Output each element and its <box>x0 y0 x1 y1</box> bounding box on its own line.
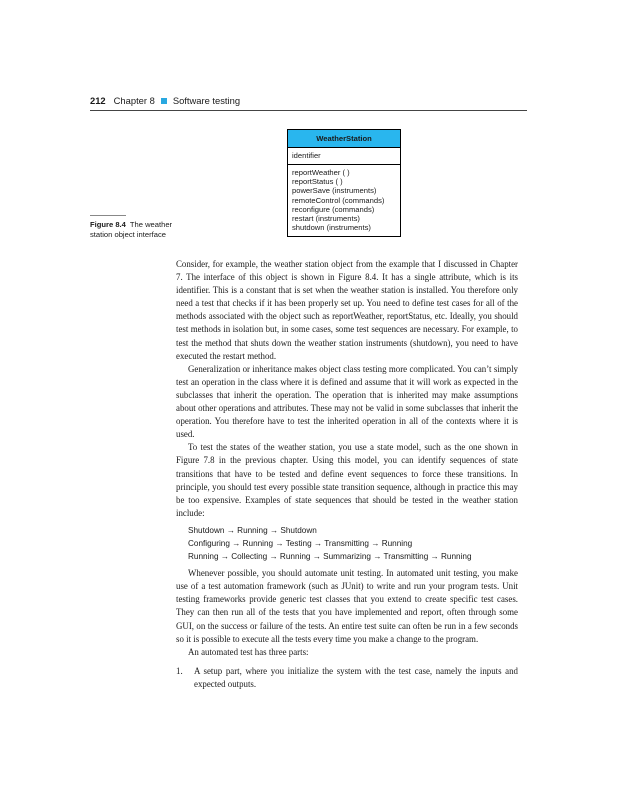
paragraph: An automated test has three parts: <box>188 646 309 657</box>
uml-class-diagram <box>287 129 401 237</box>
uml-class-name: WeatherStation <box>288 130 400 148</box>
figure-caption <box>90 220 182 240</box>
section-title: Software testing <box>172 95 241 106</box>
state-sequence: Shutdown → Running → Shutdown <box>188 525 317 535</box>
uml-attribute: identifier <box>288 148 400 165</box>
uml-operations <box>288 165 400 236</box>
paragraph: To test the states of the weather station, you use a state model, such as the one shown in Figure 7.8 in the previous chapter. Using this model, you can identify sequences of state transitions that have to be tested and define event sequences to force these transitions. In principle, you should test every possible state transition sequence, although in practice this may be too expensive. Examples of state sequences that should be tested in the weather station include: <box>176 442 518 518</box>
list-number: 1. <box>176 665 183 676</box>
uml-operation: remoteControl (commands) <box>292 195 385 205</box>
figure-caption-text: The weather station object interface <box>90 220 173 239</box>
page-number: 212 <box>90 95 106 106</box>
list-item <box>176 665 518 691</box>
uml-operation: restart (instruments) <box>292 214 360 224</box>
running-header <box>90 95 527 106</box>
paragraph: Generalization or inheritance makes object class testing more complicated. You can’t simply test an operation in the class where it is defined and assume that it will work as expected in the subclasses that inherit the operation. The operation that is inherited may make assumptions about other operations and attributes. These may not be valid in some subclasses that inherit the operation. You therefore have to test the inherited operation in all of the contexts where it is used. <box>176 363 518 440</box>
uml-operation: powerSave (instruments) <box>292 186 377 196</box>
uml-operation: reportWeather ( ) <box>292 168 350 177</box>
uml-operation: reconfigure (commands) <box>292 204 375 214</box>
header-square-icon <box>161 98 167 104</box>
uml-operation: shutdown (instruments) <box>292 223 371 233</box>
state-sequence: Running → Collecting → Running → Summarizing → Transmitting → Running <box>188 552 472 562</box>
state-sequence: Configuring → Running → Testing → Transmitting → Running <box>188 538 413 548</box>
body-text <box>176 258 518 691</box>
chapter-label: Chapter 8 <box>113 95 155 106</box>
caption-rule <box>90 215 126 216</box>
paragraph: Consider, for example, the weather station object from the example that I discussed in Chapter 7. The interface of this object is shown in Figure 8.4. It has a single attribute, which is its identifier. This is a constant that is set when the weather station is installed. You therefore only need a test that checks if it has been properly set up. You need to define test cases for all of the methods associated with the object such as reportWeather, reportStatus, etc. Ideally, you should test methods in isolation but, in some cases, some test sequences are necessary. For example, to test the method that shuts down the weather station instruments (shutdown), you need to have executed the restart method. <box>176 259 518 361</box>
list-text: A setup part, where you initialize the system with the test case, namely the inputs and expected outputs. <box>194 665 518 689</box>
state-sequence-list <box>188 524 518 563</box>
figure-label: Figure 8.4 <box>90 220 126 229</box>
header-divider <box>90 110 527 111</box>
uml-operation: reportStatus ( ) <box>292 177 343 187</box>
paragraph: Whenever possible, you should automate unit testing. In automated unit testing, you make use of a test automation framework (such as JUnit) to write and run your program tests. Unit testing frameworks provide generic test classes that you extend to create specific test cases. They can then run all of the tests that you have implemented and report, often through some GUI, on the success or failure of the tests. An entire test suite can often be run in a few seconds so it is possible to execute all the tests every time you make a change to the program. <box>176 568 518 644</box>
